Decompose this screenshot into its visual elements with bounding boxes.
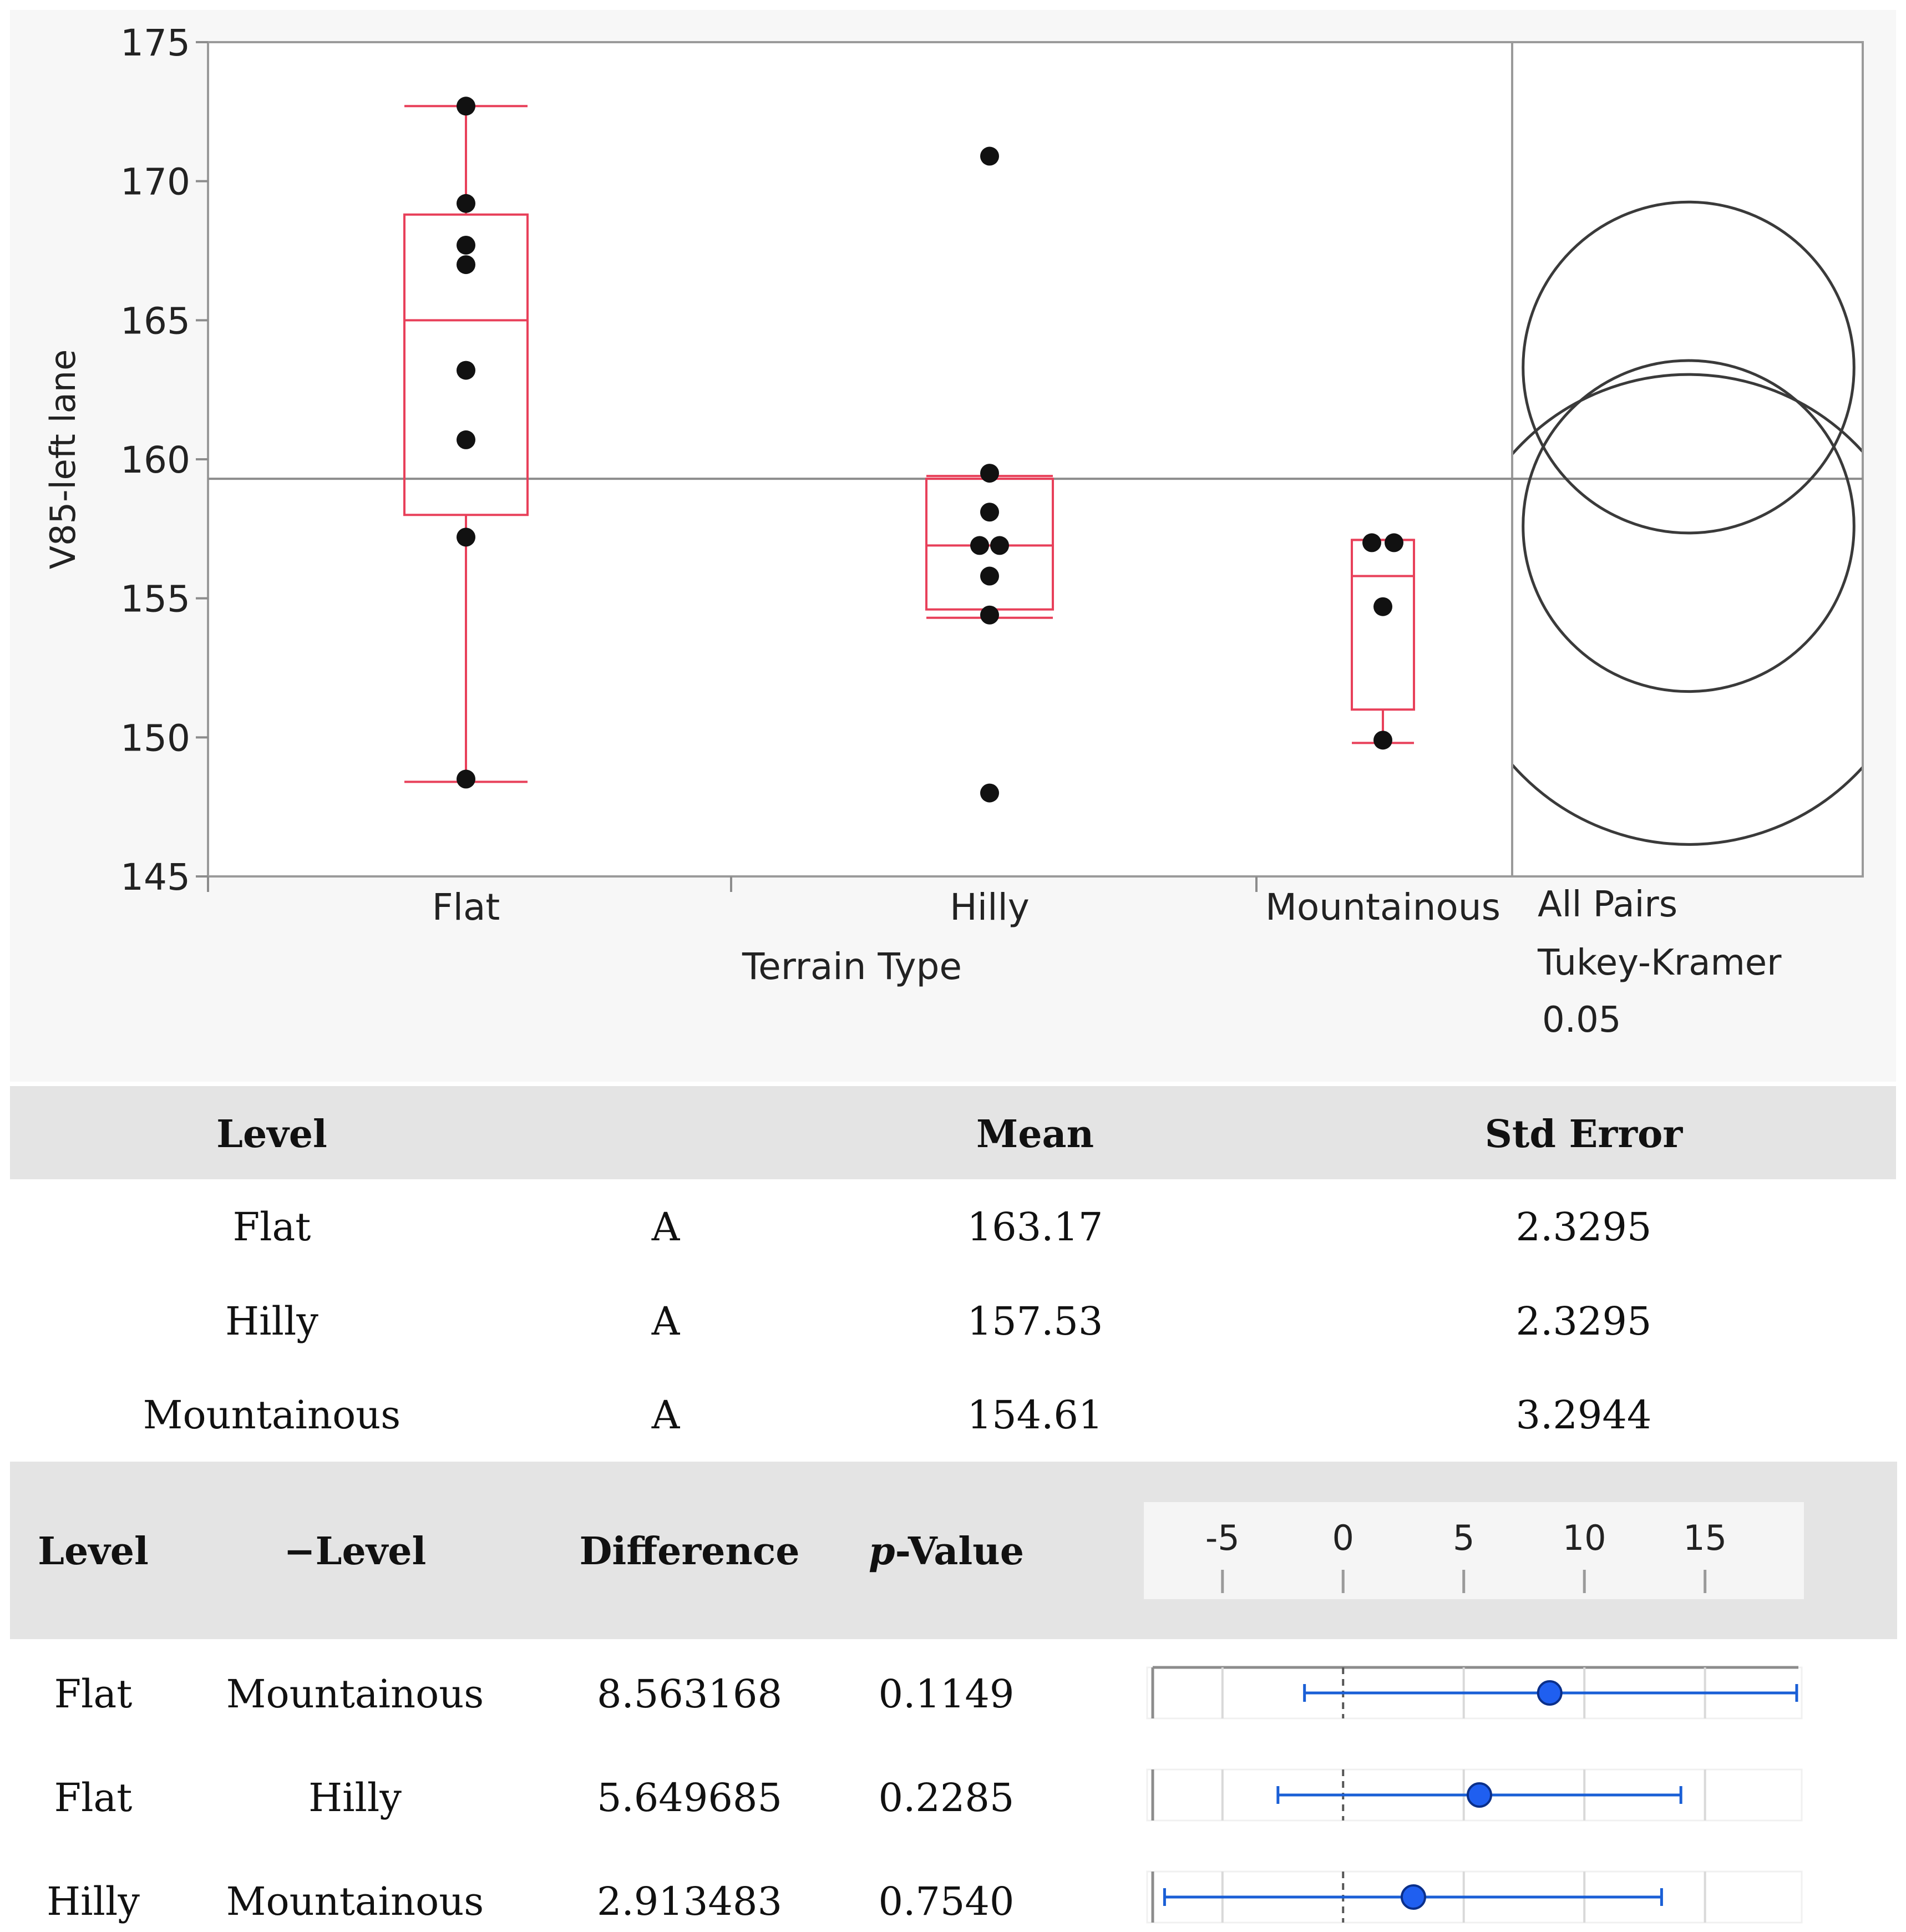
diff-axis-tick-label: -5	[1205, 1518, 1240, 1558]
means-cell-level: Flat	[232, 1204, 311, 1250]
diff-col-minus-level: −Level	[283, 1529, 427, 1574]
value-suffix: -Value	[895, 1529, 1024, 1574]
diff-axis-tick-label: 0	[1332, 1518, 1354, 1558]
x-tick-label: Flat	[432, 886, 500, 929]
plot-frame	[208, 42, 1863, 876]
diff-col-pvalue	[869, 1529, 1024, 1574]
means-cell-group: A	[651, 1204, 680, 1250]
data-point	[457, 194, 475, 213]
means-cell-stderr: 2.3295	[1515, 1204, 1652, 1250]
data-point	[457, 361, 475, 380]
y-tick-label: 150	[120, 717, 190, 760]
circles-title-line-1: All Pairs	[1538, 884, 1678, 925]
y-tick-label: 170	[120, 160, 190, 204]
diff-cell-difference: 8.563168	[596, 1671, 783, 1717]
difference-point	[1538, 1681, 1562, 1705]
means-cell-mean: 154.61	[967, 1392, 1103, 1438]
diff-cell-minus-level: Mountainous	[226, 1879, 484, 1924]
means-col-stderr: Std Error	[1484, 1112, 1683, 1157]
data-point	[457, 97, 475, 115]
data-point	[990, 536, 1009, 555]
data-point	[980, 606, 999, 625]
circles-title-line-3: 0.05	[1542, 1000, 1621, 1041]
means-cell-group: A	[651, 1392, 680, 1438]
data-point	[1373, 731, 1392, 749]
diff-bar-row	[1147, 1667, 1802, 1718]
diff-cell-pvalue: 0.2285	[878, 1775, 1015, 1821]
x-tick-label: Hilly	[950, 886, 1030, 929]
means-cell-mean: 157.53	[967, 1299, 1103, 1344]
means-col-mean: Mean	[976, 1112, 1094, 1157]
means-col-level: Level	[216, 1112, 327, 1157]
data-point	[980, 784, 999, 803]
diff-row	[47, 1879, 1014, 1924]
y-axis-title: V85-left lane	[43, 349, 83, 570]
data-point	[980, 464, 999, 483]
means-row	[233, 1204, 1652, 1250]
diff-row	[54, 1671, 1015, 1717]
data-point	[980, 567, 999, 586]
means-cell-level: Hilly	[225, 1299, 318, 1344]
diff-cell-difference: 5.649685	[596, 1775, 783, 1821]
data-point	[457, 528, 475, 546]
y-tick-label: 155	[120, 577, 190, 621]
y-tick-label: 160	[120, 439, 190, 481]
means-cell-mean: 163.17	[967, 1204, 1103, 1250]
diff-cell-level: Flat	[54, 1671, 133, 1717]
circles-title-line-2: Tukey-Kramer	[1538, 942, 1782, 983]
data-point	[970, 536, 989, 555]
means-cell-stderr: 3.2944	[1515, 1392, 1652, 1438]
data-point	[457, 430, 475, 449]
diff-cell-pvalue: 0.1149	[878, 1671, 1015, 1717]
data-point	[1362, 533, 1381, 552]
diff-col-difference: Difference	[579, 1529, 800, 1574]
y-tick-label: 165	[120, 300, 190, 343]
data-point	[457, 255, 475, 274]
diff-row	[54, 1775, 1015, 1821]
x-tick-label: Mountainous	[1265, 886, 1501, 929]
y-tick-label: 175	[120, 22, 190, 64]
difference-bars	[1147, 1667, 1802, 1923]
y-tick-label: 145	[120, 856, 190, 899]
means-cell-group: A	[651, 1299, 680, 1344]
difference-point	[1402, 1885, 1425, 1909]
means-cell-stderr: 2.3295	[1515, 1299, 1652, 1344]
diff-bar-row	[1147, 1769, 1802, 1821]
diff-axis-tick-label: 15	[1683, 1518, 1727, 1558]
data-point	[457, 236, 475, 255]
data-point	[980, 503, 999, 521]
means-row	[143, 1392, 1652, 1438]
diff-axis-tick-label: 5	[1453, 1518, 1475, 1558]
data-point	[980, 147, 999, 166]
diff-cell-pvalue: 0.7540	[878, 1879, 1015, 1924]
data-point	[1385, 533, 1403, 552]
diff-cell-minus-level: Hilly	[308, 1775, 402, 1821]
diff-cell-minus-level: Mountainous	[226, 1671, 484, 1717]
diff-bar-row	[1147, 1872, 1802, 1923]
difference-point	[1468, 1783, 1491, 1807]
data-point	[457, 770, 475, 789]
p-italic: p	[869, 1529, 895, 1574]
diff-col-level: Level	[38, 1529, 149, 1574]
diff-axis-tick-label: 10	[1562, 1518, 1606, 1558]
means-row	[225, 1299, 1651, 1344]
data-point	[1373, 597, 1392, 616]
means-cell-level: Mountainous	[143, 1392, 401, 1438]
diff-cell-difference: 2.913483	[596, 1879, 783, 1924]
diff-cell-level: Flat	[54, 1775, 133, 1821]
diff-cell-level: Hilly	[47, 1879, 140, 1924]
x-axis-title: Terrain Type	[742, 945, 962, 988]
